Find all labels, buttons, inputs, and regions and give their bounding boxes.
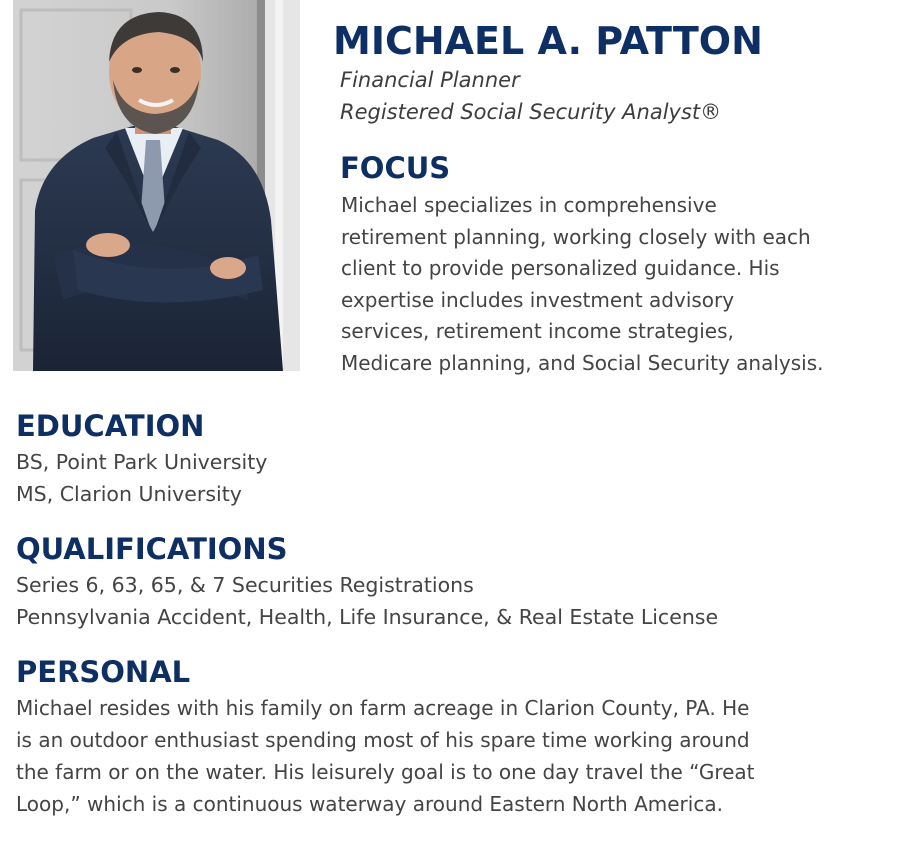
focus-line: expertise includes investment advisory [341, 287, 735, 312]
qualification-item: Series 6, 63, 65, & 7 Securities Registrations [16, 573, 474, 597]
personal-line: Loop,” which is a continuous waterway around Eastern North America. [16, 792, 723, 816]
personal-line: the farm or on the water. His leisurely goal is to one day travel the “Great [16, 760, 755, 784]
qualification-item: Pennsylvania Accident, Health, Life Insurance, & Real Estate License [16, 604, 719, 629]
personal-line: Michael resides with his family on farm acreage in Clarion County, PA. He [16, 696, 750, 720]
portrait-photo [13, 0, 300, 371]
certification-title: Registered Social Security Analyst® [340, 100, 722, 124]
person-name: MICHAEL A. PATTON [333, 19, 763, 63]
personal-line: is an outdoor enthusiast spending most of his spare time working around [16, 728, 750, 752]
job-title: Financial Planner [340, 68, 520, 92]
qualifications-heading: QUALIFICATIONS [16, 532, 288, 566]
personal-paragraph [16, 692, 755, 820]
focus-line: services, retirement income strategies, [341, 319, 734, 343]
education-item: BS, Point Park University [16, 450, 268, 474]
education-heading: EDUCATION [16, 409, 205, 443]
personal-heading: PERSONAL [16, 655, 191, 689]
focus-line: client to provide personalized guidance. His [341, 256, 780, 280]
education-item: MS, Clarion University [16, 481, 242, 506]
focus-heading: FOCUS [340, 151, 451, 185]
focus-line: Michael specializes in comprehensive [341, 193, 717, 217]
focus-line: Medicare planning, and Social Security analysis. [341, 350, 824, 375]
education-list [16, 447, 267, 510]
focus-line: retirement planning, working closely with each [341, 224, 811, 249]
focus-paragraph [341, 190, 823, 379]
qualifications-list [16, 570, 718, 633]
